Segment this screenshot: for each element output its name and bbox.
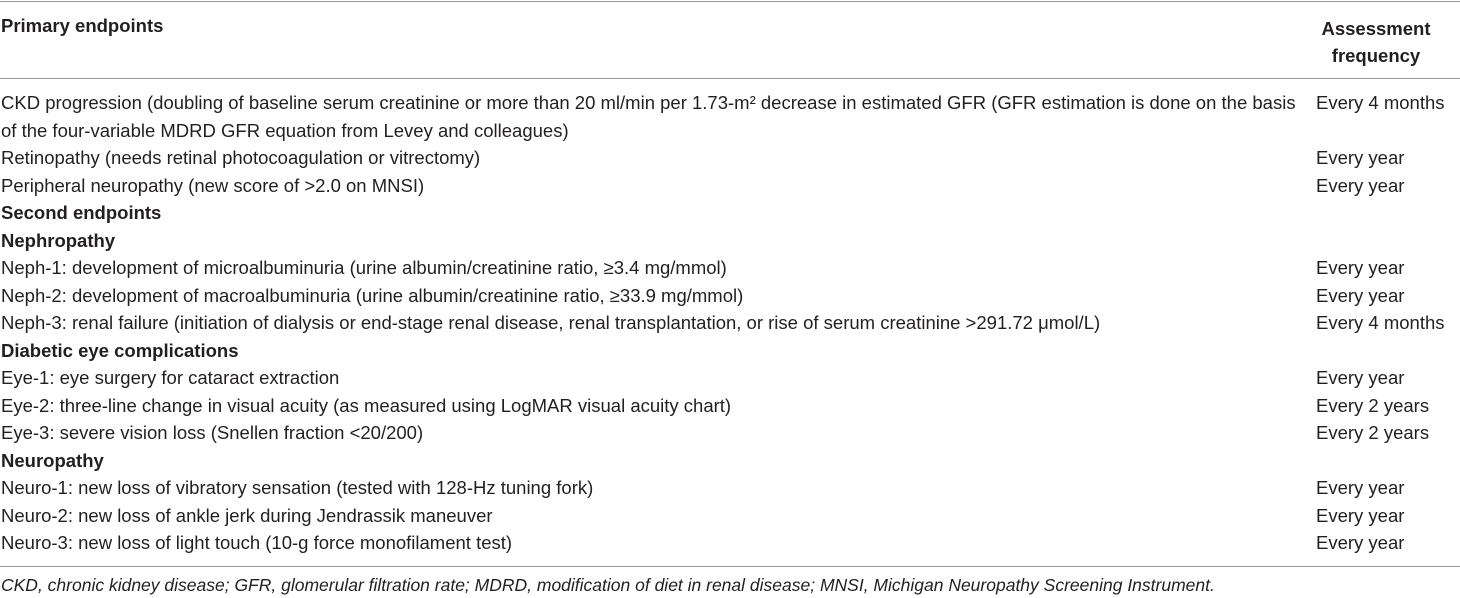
section-row [0, 227, 1460, 255]
endpoint-cell: Eye-1: eye surgery for cataract extraction [1, 367, 340, 388]
table-row [0, 144, 1460, 172]
frequency-cell: Every 2 years [1316, 394, 1430, 416]
table-row [0, 172, 1460, 200]
header-frequency-line2: frequency [1331, 45, 1421, 66]
table-body [0, 89, 1460, 557]
endpoint-cell: CKD progression (doubling of baseline serum creatinine or more than 20 ml/min per 1.73-m² decrease in estimated GFR (GFR estimation is done on the basis of the four-variable MDRD GFR equation from Levey and colleagues) [1, 92, 1296, 141]
table-footnote: CKD, chronic kidney disease; GFR, glomerular filtration rate; MDRD, modification of diet in renal disease; MNSI, Michigan Neuropathy Screening Instrument. [1, 575, 1215, 595]
table-row [0, 254, 1460, 282]
table-row [0, 502, 1460, 530]
section-row [0, 337, 1460, 365]
header-endpoints: Primary endpoints [1, 15, 164, 36]
table-row [0, 89, 1460, 144]
endpoint-cell: Retinopathy (needs retinal photocoagulation or vitrectomy) [1, 147, 481, 168]
frequency-cell: Every year [1316, 174, 1405, 196]
endpoint-cell: Neuro-3: new loss of light touch (10-g force monofilament test) [1, 532, 513, 553]
section-row [0, 199, 1460, 227]
endpoint-cell: Eye-2: three-line change in visual acuity (as measured using LogMAR visual acuity chart) [1, 394, 732, 416]
frequency-cell: Every year [1316, 284, 1405, 306]
table-row [0, 309, 1460, 337]
section-title: Nephropathy [1, 229, 116, 251]
frequency-cell: Every 4 months [1316, 92, 1445, 113]
section-row [0, 447, 1460, 475]
frequency-cell: Every 2 years [1316, 422, 1430, 443]
endpoint-cell: Neuro-1: new loss of vibratory sensation (tested with 128-Hz tuning fork) [1, 477, 594, 498]
frequency-cell: Every year [1316, 504, 1405, 526]
endpoint-cell: Eye-3: severe vision loss (Snellen fraction <20/200) [1, 422, 424, 443]
table-row [0, 392, 1460, 420]
frequency-cell: Every year [1316, 367, 1405, 388]
header-frequency-line1: Assessment [1321, 18, 1431, 39]
table-row [0, 282, 1460, 310]
header-frequency [1306, 15, 1446, 69]
frequency-cell: Every year [1316, 532, 1405, 553]
table-row [0, 529, 1460, 557]
endpoint-cell: Neph-1: development of microalbuminuria (urine albumin/creatinine ratio, ≥3.4 mg/mmol) [1, 257, 727, 278]
header-rule [0, 78, 1460, 79]
endpoint-cell: Peripheral neuropathy (new score of >2.0 on MNSI) [1, 174, 425, 196]
table-row [0, 364, 1460, 392]
frequency-cell: Every year [1316, 147, 1405, 168]
section-title: Second endpoints [1, 202, 162, 223]
section-title: Neuropathy [1, 449, 104, 471]
endpoint-cell: Neuro-2: new loss of ankle jerk during Jendrassik maneuver [1, 504, 493, 526]
section-title: Diabetic eye complications [1, 339, 239, 361]
frequency-cell: Every 4 months [1316, 312, 1445, 333]
table-header [0, 0, 1460, 78]
bottom-rule [0, 566, 1460, 567]
frequency-cell: Every year [1316, 477, 1405, 498]
endpoint-cell: Neph-3: renal failure (initiation of dialysis or end-stage renal disease, renal transplantation, or rise of serum creatinine >291.72 μmol/L) [1, 312, 1101, 333]
endpoint-cell: Neph-2: development of macroalbuminuria (urine albumin/creatinine ratio, ≥33.9 mg/mmol) [1, 284, 744, 306]
table-row [0, 474, 1460, 502]
table-row [0, 419, 1460, 447]
frequency-cell: Every year [1316, 257, 1405, 278]
